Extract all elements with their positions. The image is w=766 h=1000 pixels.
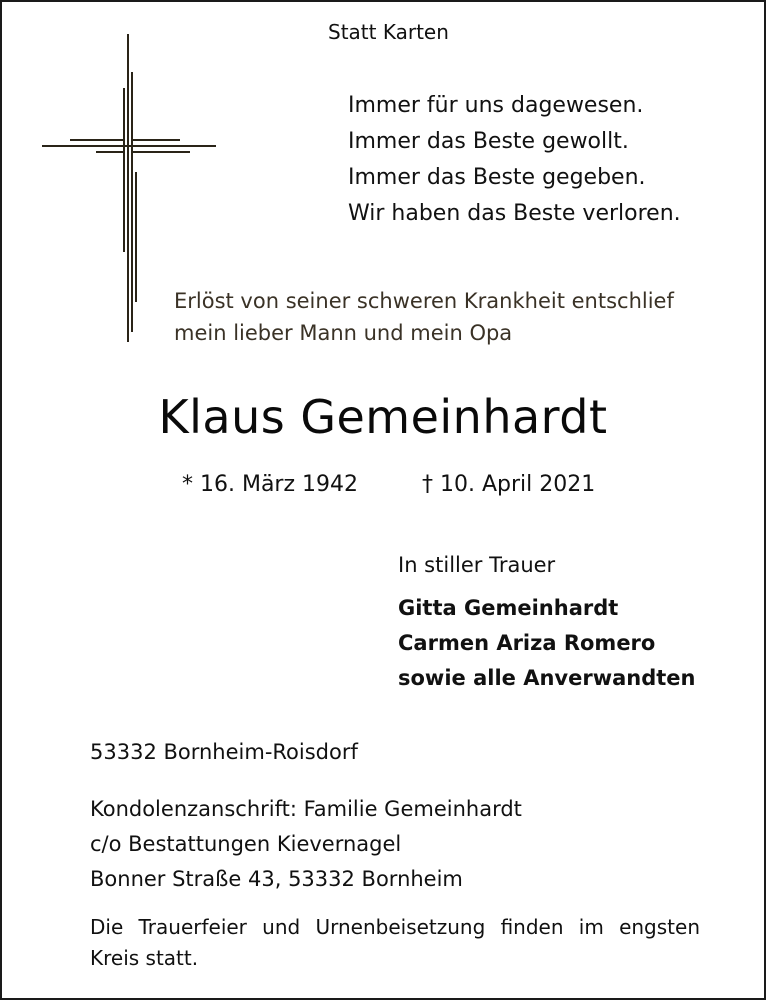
mourners-list [398, 591, 695, 696]
poem-line: Immer für uns dagewesen. [348, 93, 644, 118]
intro-line: mein lieber Mann und mein Opa [174, 321, 513, 345]
address-line: Kondolenzanschrift: Familie Gemeinhardt [90, 797, 522, 821]
birth-date: * 16. März 1942 [182, 472, 359, 497]
intro-text [174, 285, 674, 349]
mourning-intro: In stiller Trauer [398, 553, 556, 577]
poem-line: Wir haben das Beste verloren. [348, 201, 681, 226]
address-line: Bonner Straße 43, 53332 Bornheim [90, 867, 463, 891]
notice-header: Statt Karten [328, 20, 449, 44]
poem-line: Immer das Beste gegeben. [348, 165, 646, 190]
deceased-name: Klaus Gemeinhardt [158, 390, 608, 444]
address-line: c/o Bestattungen Kievernagel [90, 832, 402, 856]
death-date: † 10. April 2021 [422, 472, 596, 497]
poem [348, 88, 681, 232]
place: 53332 Bornheim-Roisdorf [90, 740, 358, 764]
mourner-name: sowie alle Anverwandten [398, 666, 696, 690]
ceremony-note: Die Trauerfeier und Urnenbeisetzung finden im engsten Kreis statt. [90, 915, 700, 970]
mourner-name: Carmen Ariza Romero [398, 631, 656, 655]
mourner-name: Gitta Gemeinhardt [398, 596, 619, 620]
poem-line: Immer das Beste gewollt. [348, 129, 629, 154]
condolence-address [90, 792, 522, 897]
intro-line: Erlöst von seiner schweren Krankheit entschlief [174, 289, 674, 313]
